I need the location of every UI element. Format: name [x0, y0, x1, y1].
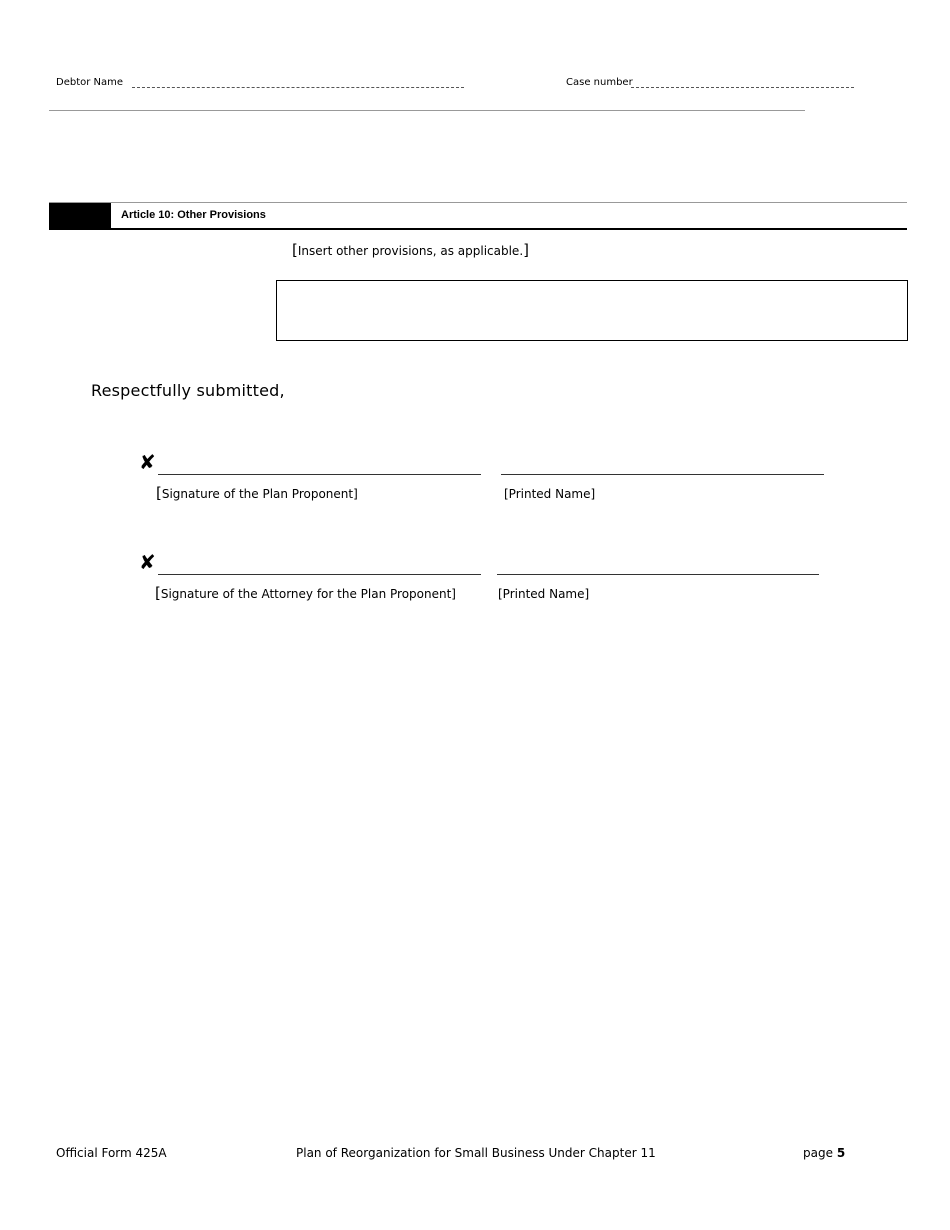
sign-here-icon: ✘ — [139, 550, 156, 574]
plan-proponent-printed-name-caption: [Printed Name] — [504, 487, 596, 501]
attorney-signature-line[interactable] — [158, 574, 481, 575]
sign-here-icon: ✘ — [139, 450, 156, 474]
footer-form-title: Plan of Reorganization for Small Business Under Chapter 11 — [296, 1146, 656, 1160]
attorney-signature-caption: [Signature of the Attorney for the Plan Proponent] — [155, 584, 456, 602]
footer-form-number: Official Form 425A — [56, 1146, 167, 1160]
attorney-printed-name-line[interactable] — [497, 574, 819, 575]
article-title: Article 10: Other Provisions — [121, 209, 266, 221]
article-header — [49, 202, 907, 230]
closing-text: Respectfully submitted, — [91, 381, 285, 400]
plan-proponent-signature-line[interactable] — [158, 474, 481, 475]
page-label: page — [803, 1146, 833, 1160]
debtor-name-label: Debtor Name — [56, 77, 124, 88]
plan-proponent-printed-name-line[interactable] — [501, 474, 824, 475]
footer-page — [803, 1146, 845, 1160]
header-divider — [49, 110, 805, 111]
page-number: 5 — [836, 1146, 846, 1160]
article-number-block — [49, 203, 111, 228]
signature-caption-text: Signature of the Attorney for the Plan Proponent — [160, 587, 452, 601]
debtor-name-field[interactable] — [132, 87, 464, 88]
case-number-label: Case number — [566, 77, 633, 88]
signature-caption-text: Signature of the Plan Proponent — [161, 487, 354, 501]
other-provisions-textbox[interactable] — [276, 280, 908, 341]
case-number-field[interactable] — [631, 87, 854, 88]
attorney-printed-name-caption: [Printed Name] — [498, 587, 590, 601]
instruction-text: Insert other provisions, as applicable. — [297, 244, 524, 258]
plan-proponent-signature-caption: [Signature of the Plan Proponent] — [156, 484, 358, 502]
article-instruction: [Insert other provisions, as applicable.] — [292, 241, 529, 259]
